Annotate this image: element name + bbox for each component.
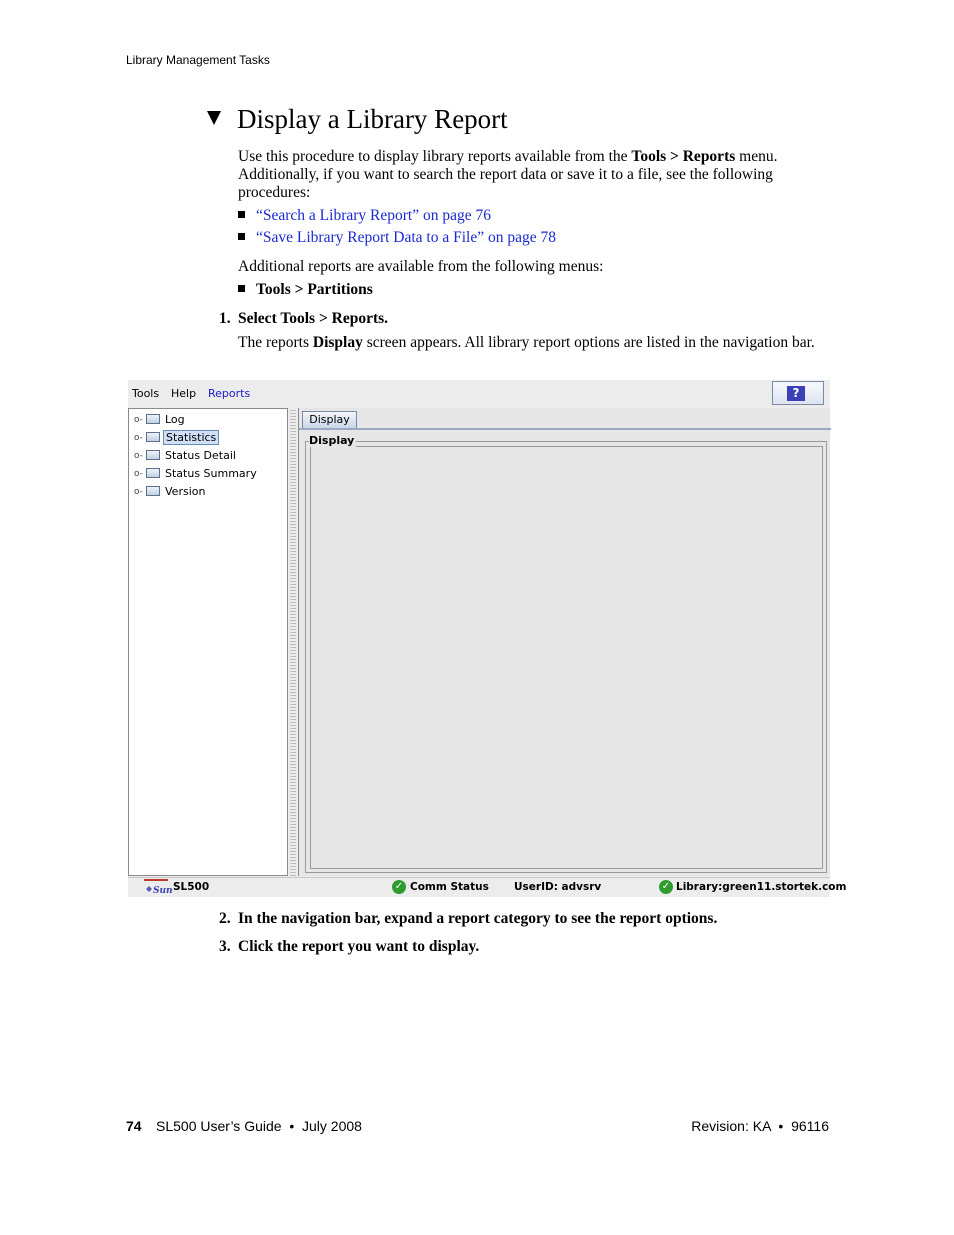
- step-2: [219, 910, 717, 928]
- tab-underline: [299, 428, 831, 430]
- nav-item-version[interactable]: [134, 485, 207, 501]
- check-icon: ✓: [392, 880, 406, 894]
- display-group-label: Display: [309, 434, 355, 447]
- help-button[interactable]: [772, 381, 824, 405]
- nav-item-status-summary[interactable]: [134, 467, 259, 483]
- folder-icon: [146, 450, 160, 460]
- menu-tools-partitions: Tools > Partitions: [256, 281, 373, 298]
- library-name: Library:green11.stortek.com: [676, 881, 847, 893]
- tab-display[interactable]: Display: [302, 411, 357, 428]
- list-item: [238, 229, 556, 247]
- sun-logo-icon: [142, 879, 173, 896]
- step-1-description: [238, 334, 828, 352]
- help-icon: ?: [787, 386, 805, 401]
- expand-key-icon[interactable]: o-: [134, 469, 143, 479]
- folder-icon: [146, 432, 160, 442]
- expand-key-icon[interactable]: o-: [134, 433, 143, 443]
- desc-text-a: The reports: [238, 334, 313, 351]
- svg-text:Sun: Sun: [153, 886, 173, 896]
- bullet-square-icon: [238, 211, 245, 218]
- bullet-square-icon: [238, 233, 245, 240]
- expand-key-icon[interactable]: o-: [134, 451, 143, 461]
- intro-paragraph: [238, 148, 828, 202]
- bullet-square-icon: [238, 285, 245, 292]
- nav-item-label: Version: [165, 485, 206, 498]
- list-item: [238, 207, 491, 225]
- intro-text-b: menu. Additionally, if you want to search the report data or save it to a file, see the following procedures:: [238, 148, 778, 201]
- folder-icon: [146, 486, 160, 496]
- step-number: 3.: [219, 938, 231, 955]
- app-screenshot: [128, 380, 847, 896]
- footer-revision: Revision: KA • 96116: [691, 1118, 829, 1134]
- display-panel: [298, 408, 830, 876]
- nav-item-status-detail[interactable]: [134, 449, 238, 465]
- folder-icon: [146, 414, 160, 424]
- user-id: UserID: advsrv: [514, 881, 602, 893]
- display-content-area: [310, 446, 823, 869]
- nav-item-label: Log: [165, 413, 185, 426]
- section-title: [207, 104, 508, 135]
- step-number: 1.: [219, 310, 231, 327]
- footer-guide: SL500 User’s Guide • July 2008: [156, 1118, 362, 1134]
- step-1: [219, 310, 388, 328]
- nav-item-statistics[interactable]: [134, 431, 219, 447]
- intro-menu-bold: Tools > Reports: [631, 148, 736, 165]
- step-number: 2.: [219, 910, 231, 927]
- product-name: SL500: [173, 881, 210, 893]
- triangle-down-icon: [207, 111, 221, 125]
- step-text: In the navigation bar, expand a report category to see the report options.: [238, 910, 718, 927]
- check-icon: ✓: [659, 880, 673, 894]
- nav-item-label: Status Summary: [165, 467, 257, 480]
- step-text: Click the report you want to display.: [238, 938, 480, 955]
- link-save-report[interactable]: “Save Library Report Data to a File” on page 78: [256, 229, 556, 246]
- list-item: [238, 281, 373, 299]
- menu-reports[interactable]: Reports: [208, 387, 251, 400]
- step-3: [219, 938, 479, 956]
- display-group-box: [305, 441, 827, 873]
- additional-paragraph: Additional reports are available from the following menus:: [238, 258, 604, 275]
- comm-status: Comm Status: [410, 881, 489, 893]
- desc-text-b: screen appears. All library report options are listed in the navigation bar.: [362, 334, 815, 351]
- desc-bold: Display: [312, 334, 363, 351]
- menu-bar: [128, 380, 258, 407]
- nav-item-label: Status Detail: [165, 449, 236, 462]
- navigation-tree: [128, 408, 288, 876]
- page-number: 74: [126, 1118, 142, 1134]
- link-search-report[interactable]: “Search a Library Report” on page 76: [256, 207, 491, 224]
- section-title-text: Display a Library Report: [237, 104, 508, 134]
- running-header: Library Management Tasks: [126, 53, 270, 67]
- folder-icon: [146, 468, 160, 478]
- splitter-handle[interactable]: [290, 408, 296, 876]
- nav-item-log[interactable]: [134, 413, 187, 429]
- status-bar: [128, 877, 847, 897]
- step-text: Select Tools > Reports.: [238, 310, 389, 327]
- menu-help[interactable]: Help: [171, 387, 197, 400]
- menu-tools[interactable]: Tools: [132, 387, 160, 400]
- nav-item-label: Statistics: [163, 430, 219, 445]
- expand-key-icon[interactable]: o-: [134, 415, 143, 425]
- expand-key-icon[interactable]: o-: [134, 487, 143, 497]
- intro-text-a: Use this procedure to display library reports available from the: [238, 148, 632, 165]
